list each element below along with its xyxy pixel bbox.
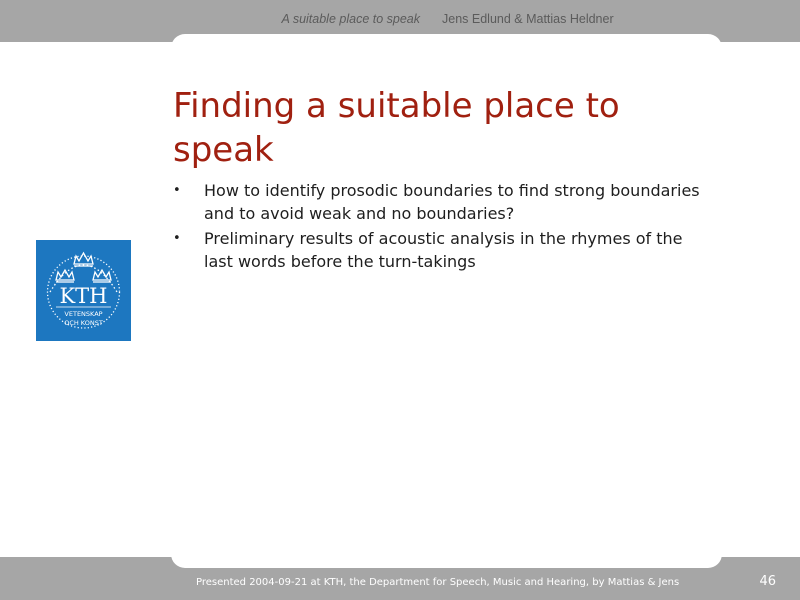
- bullet-item: [173, 228, 703, 273]
- bullet-dot-icon: •: [173, 231, 181, 246]
- bullet-dot-icon: •: [173, 183, 181, 198]
- logo-subtext-2: OCH KONST: [64, 319, 103, 327]
- page-number: 46: [759, 574, 776, 589]
- kth-logo: [36, 240, 131, 341]
- kth-crest-icon: [36, 240, 131, 341]
- bullet-item: [173, 180, 703, 225]
- footer-text: Presented 2004-09-21 at KTH, the Department for Speech, Music and Hearing, by Mattias & Jens: [196, 577, 680, 588]
- slide-title: Finding a suitable place to speak: [173, 86, 620, 170]
- bullet-text: How to identify prosodic boundaries to find strong boundaries and to avoid weak and no boundaries?: [204, 181, 700, 223]
- bullet-list: [173, 180, 703, 276]
- header-talk-title: A suitable place to speak: [281, 12, 420, 26]
- logo-subtext-1: VETENSKAP: [64, 310, 103, 318]
- bullet-text: Preliminary results of acoustic analysis in the rhymes of the last words before the turn-takings: [204, 229, 683, 271]
- logo-text: KTH: [59, 284, 108, 308]
- header-authors: Jens Edlund & Mattias Heldner: [442, 12, 614, 26]
